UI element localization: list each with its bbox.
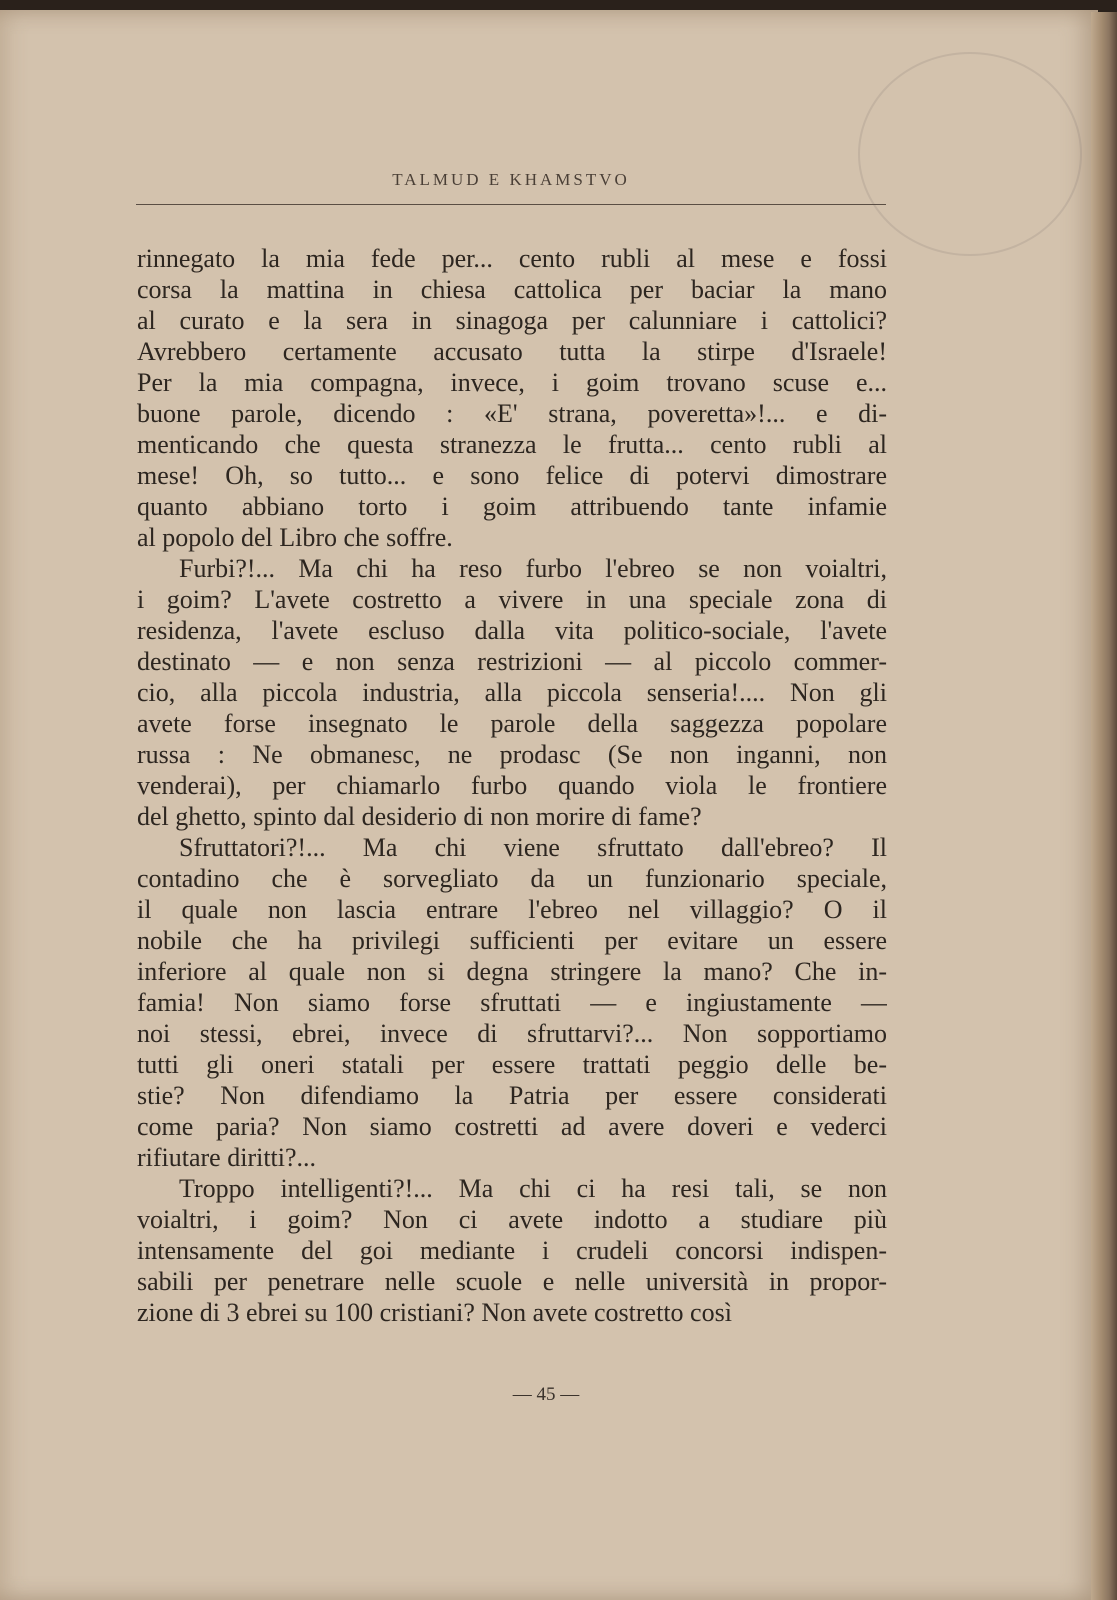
text-line: al curato e la sera in sinagoga per calunniare i cattolici? xyxy=(137,306,887,335)
header-rule xyxy=(136,204,886,205)
text-line: cio, alla piccola industria, alla piccola senseria!.... Non gli xyxy=(137,678,887,707)
text-line: famia! Non siamo forse sfruttati — e ingiustamente — xyxy=(137,988,887,1017)
text-line: quanto abbiano torto i goim attribuendo tante infamie xyxy=(137,492,887,521)
text-line: del ghetto, spinto dal desiderio di non morire di fame? xyxy=(137,802,702,831)
text-line: i goim? L'avete costretto a vivere in una speciale zona di xyxy=(137,585,887,614)
text-line: Furbi?!... Ma chi ha reso furbo l'ebreo se non voialtri, xyxy=(179,554,887,583)
text-line: stie? Non difendiamo la Patria per essere considerati xyxy=(137,1081,887,1110)
paragraph xyxy=(137,243,887,553)
text-line: come paria? Non siamo costretti ad avere doveri e vederci xyxy=(137,1112,887,1141)
text-line: noi stessi, ebrei, invece di sfruttarvi?... Non sopportiamo xyxy=(137,1019,887,1048)
text-line: russa : Ne obmanesc, ne prodasc (Se non inganni, non xyxy=(137,740,887,769)
text-line: Per la mia compagna, invece, i goim trovano scuse e... xyxy=(137,368,887,397)
text-line: inferiore al quale non si degna stringere la mano? Che in- xyxy=(137,957,887,986)
text-line: corsa la mattina in chiesa cattolica per baciar la mano xyxy=(137,275,887,304)
paragraph xyxy=(137,1173,887,1328)
text-line: mese! Oh, so tutto... e sono felice di potervi dimostrare xyxy=(137,461,887,490)
text-line: avete forse insegnato le parole della saggezza popolare xyxy=(137,709,887,738)
text-line: venderai), per chiamarlo furbo quando viola le frontiere xyxy=(137,771,887,800)
text-line: il quale non lascia entrare l'ebreo nel villaggio? O il xyxy=(137,895,887,924)
text-line: residenza, l'avete escluso dalla vita politico-sociale, l'avete xyxy=(137,616,887,645)
text-line: Troppo intelligenti?!... Ma chi ci ha resi tali, se non xyxy=(179,1174,887,1203)
running-head: TALMUD E KHAMSTVO xyxy=(392,170,630,189)
text-line: zione di 3 ebrei su 100 cristiani? Non avete costretto così xyxy=(137,1298,732,1327)
body-text xyxy=(137,243,887,1328)
text-line: Sfruttatori?!... Ma chi viene sfruttato dall'ebreo? Il xyxy=(179,833,887,862)
page-number: — 45 — xyxy=(512,1384,580,1405)
text-line: rifiutare diritti?... xyxy=(137,1143,317,1172)
text-line: al popolo del Libro che soffre. xyxy=(137,523,453,552)
text-line: sabili per penetrare nelle scuole e nelle università in propor- xyxy=(137,1267,887,1296)
text-line: nobile che ha privilegi sufficienti per evitare un essere xyxy=(137,926,887,955)
text-line: destinato — e non senza restrizioni — al piccolo commer- xyxy=(137,647,887,676)
text-line: intensamente del goi mediante i crudeli concorsi indispen- xyxy=(137,1236,887,1265)
text-line: contadino che è sorvegliato da un funzionario speciale, xyxy=(137,864,887,893)
text-line: buone parole, dicendo : «E' strana, poveretta»!... e di- xyxy=(137,399,887,428)
paragraph xyxy=(137,553,887,832)
faded-library-stamp xyxy=(858,52,1082,256)
text-line: voialtri, i goim? Non ci avete indotto a studiare più xyxy=(137,1205,887,1234)
text-line: rinnegato la mia fede per... cento rubli al mese e fossi xyxy=(137,244,887,273)
page-gutter-edge xyxy=(1091,12,1117,1600)
text-line: Avrebbero certamente accusato tutta la stirpe d'Israele! xyxy=(137,337,887,366)
paragraph xyxy=(137,832,887,1173)
text-line: menticando che questa stranezza le frutta... cento rubli al xyxy=(137,430,887,459)
text-line: tutti gli oneri statali per essere trattati peggio delle be- xyxy=(137,1050,887,1079)
